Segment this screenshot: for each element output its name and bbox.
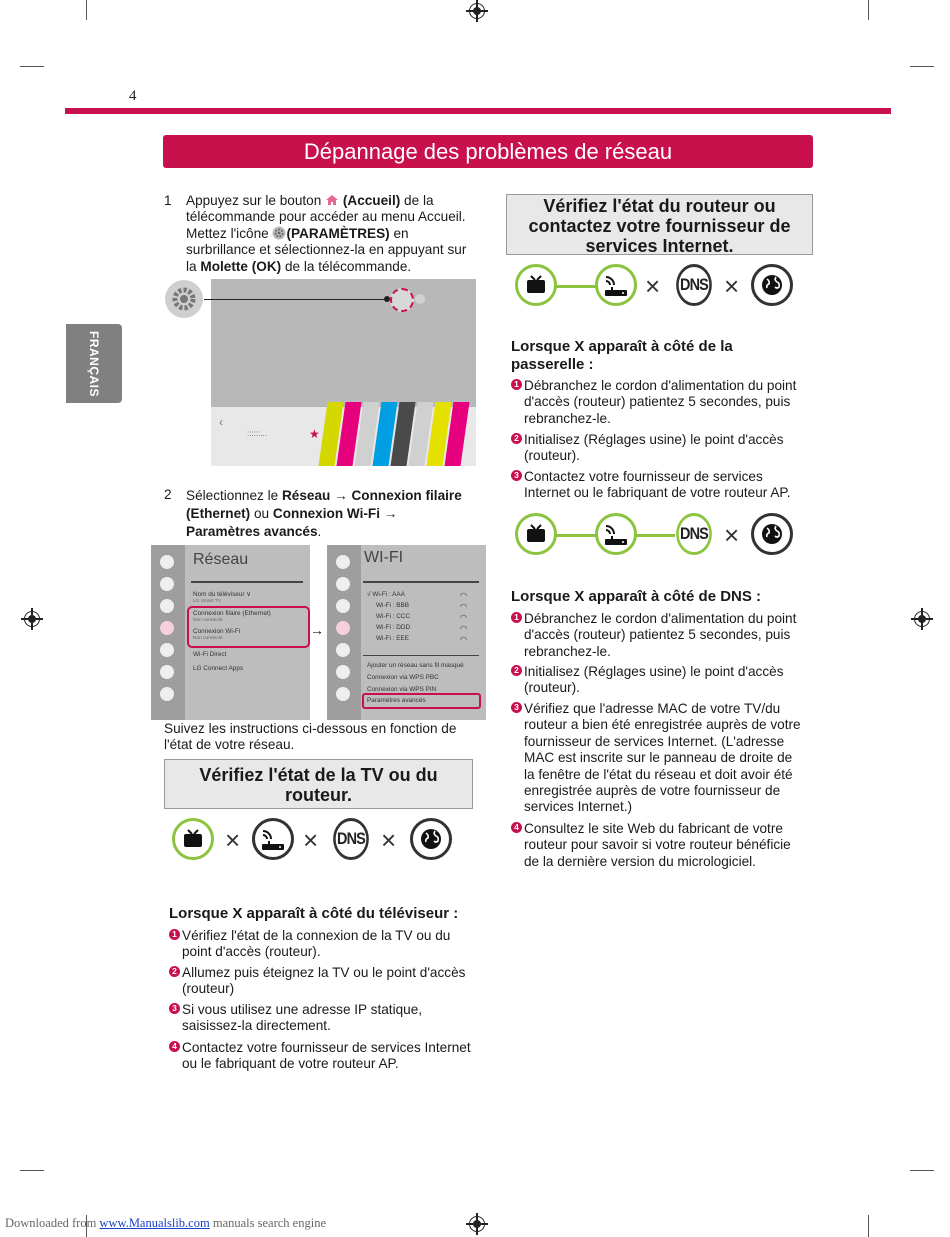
menu-item: Connexion filaire (Ethernet) [193,610,271,617]
section-gateway-heading: Lorsque X apparaît à côté de la passerelle : [511,338,733,373]
section-dns-item-1: 1 Débranchez le cordon d'alimentation du point d'accès (routeur) patientez 5 secondes, puis rebranchez-le. [511,611,806,660]
menu-item-sub: Non connecté [193,618,223,623]
dns-icon: DNS [676,513,712,555]
dns-icon: DNS [333,818,369,860]
section-gateway-item-2: 2 Initialisez (Réglages usine) le point d'accès (routeur). [511,432,806,465]
menu-item: LG Connect Apps [193,665,244,672]
highlight-box [362,693,481,709]
crop-mark [20,66,44,67]
icon-row-dns [515,513,805,559]
tv-icon [515,513,557,555]
follow-text: Suivez les instructions ci-dessous en fonction de l'état de votre réseau. [164,721,457,753]
footer: Downloaded from www.Manualslib.com manuals search engine [5,1216,326,1230]
wifi-network: √ Wi-Fi : AAA [367,591,405,598]
box-check-tv: Vérifiez l'état de la TV ou du routeur. [164,759,473,809]
menu-item: Connexion via WPS PBC [367,674,439,681]
launcher-label: ::::::... [247,429,268,438]
crop-mark [868,1215,869,1237]
x-mark: × [724,271,740,301]
menu-item: Ajouter un réseau sans fil masqué [367,662,464,669]
crop-mark [910,66,934,67]
router-icon [252,818,294,860]
menu-item: Wi-Fi Direct [193,651,227,658]
globe-icon [751,513,793,555]
registration-mark-icon [24,611,40,627]
section-dns-heading: Lorsque X apparaît à côté de DNS : [511,588,762,605]
reseau-screen [151,545,310,720]
star-icon: ★ [309,427,320,441]
home-screen-illustration [164,279,476,466]
settings-callout [165,280,203,318]
settings-sidebar [151,545,185,720]
section-dns-item-4: 4 Consultez le site Web du fabricant de votre routeur pour savoir si votre routeur bénéficie de la dernière version du micrologiciel. [511,821,806,870]
highlight-box [187,606,310,648]
manualslib-link[interactable]: www.Manualslib.com [99,1216,210,1230]
arrow: → [310,622,324,638]
gear-icon [272,226,286,240]
section-tv-item-1: 1 Vérifiez l'état de la connexion de la TV ou du point d'accès (routeur). [169,928,474,961]
chevron-left-icon: ‹ [219,415,223,429]
router-icon [595,264,637,306]
menu-dot [415,294,425,304]
section-dns-item-3: 3 Vérifiez que l'adresse MAC de votre TV/du routeur a bien été enregistrée auprès de votre fournisseur de services Internet. (L'adresse MAC est inscrite sur le panneau de droite de la fenêtre de l'état du réseau et doit avoir été enregistrée auprès de votre fournisseur de services Internet.) [511,701,806,816]
wifi-network: Wi-Fi : DDD [376,624,411,631]
globe-icon [751,264,793,306]
menu-item: Connexion via WPS PIN [367,686,437,693]
section-tv-heading: Lorsque X apparaît à côté du téléviseur : [169,905,459,922]
section-gateway-item-1: 1 Débranchez le cordon d'alimentation du point d'accès (routeur) patientez 5 secondes, puis rebranchez-le. [511,378,806,427]
wifi-signal-icon: ◠ ◠ ◠ ◠ ◠ [460,591,467,644]
section-dns-item-2: 2 Initialisez (Réglages usine) le point d'accès (routeur). [511,664,806,697]
router-icon [595,513,637,555]
tv-icon [172,818,214,860]
app-tiles [323,402,473,466]
tv-icon [515,264,557,306]
x-mark: × [225,825,241,855]
menu-item-sub: Non connecté [193,636,223,641]
gear-icon [165,280,203,318]
crop-mark [910,1170,934,1171]
x-mark: × [303,825,319,855]
language-tab: FRANÇAIS [66,324,122,403]
menu-item: Paramètres avancés [367,697,426,704]
section-tv-item-3: 3 Si vous utilisez une adresse IP statique, saisissez-la directement. [169,1002,474,1035]
launcher-bar [211,407,476,466]
icon-row-tv [172,817,462,863]
x-mark: × [381,825,397,855]
section-gateway-item-3: 3 Contactez votre fournisseur de services Internet ou le fabriquant de votre routeur AP. [511,469,806,502]
section-tv-item-2: 2 Allumez puis éteignez la TV ou le point d'accès (routeur) [169,965,474,998]
dns-icon: DNS [676,264,712,306]
menu-item: Nom du téléviseur ∨ [193,591,251,598]
wifi-screen [327,545,486,720]
x-mark: × [645,271,661,301]
crop-mark [20,1170,44,1171]
page-title: Dépannage des problèmes de réseau [163,135,813,168]
settings-sidebar [327,545,361,720]
wifi-network: Wi-Fi : BBB [376,602,410,609]
crop-mark [86,0,87,20]
x-mark: × [724,520,740,550]
globe-icon [410,818,452,860]
crop-mark [868,0,869,20]
registration-mark-icon [469,1216,485,1232]
callout-line [204,299,386,300]
header-rule [65,108,891,114]
wifi-network: Wi-Fi : EEE [376,635,410,642]
menu-item: Connexion Wi-Fi [193,628,241,635]
box-check-router: Vérifiez l'état du routeur ou contactez votre fournisseur de services Internet. [506,194,813,255]
connector-line [555,285,597,288]
section-tv-item-4: 4 Contactez votre fournisseur de services Internet ou le fabriquant de votre routeur AP. [169,1040,474,1073]
screen-heading: WI-FI [364,549,404,566]
settings-highlight [390,288,414,312]
home-icon [325,194,339,206]
icon-row-gateway [515,264,805,310]
wifi-network: Wi-Fi : CCC [376,613,411,620]
registration-mark-icon [914,611,930,627]
screen-heading: Réseau [193,551,249,568]
menu-item-sub: LG Smart TV [193,599,221,604]
registration-mark-icon [469,3,485,19]
page-number: 4 [129,88,137,104]
